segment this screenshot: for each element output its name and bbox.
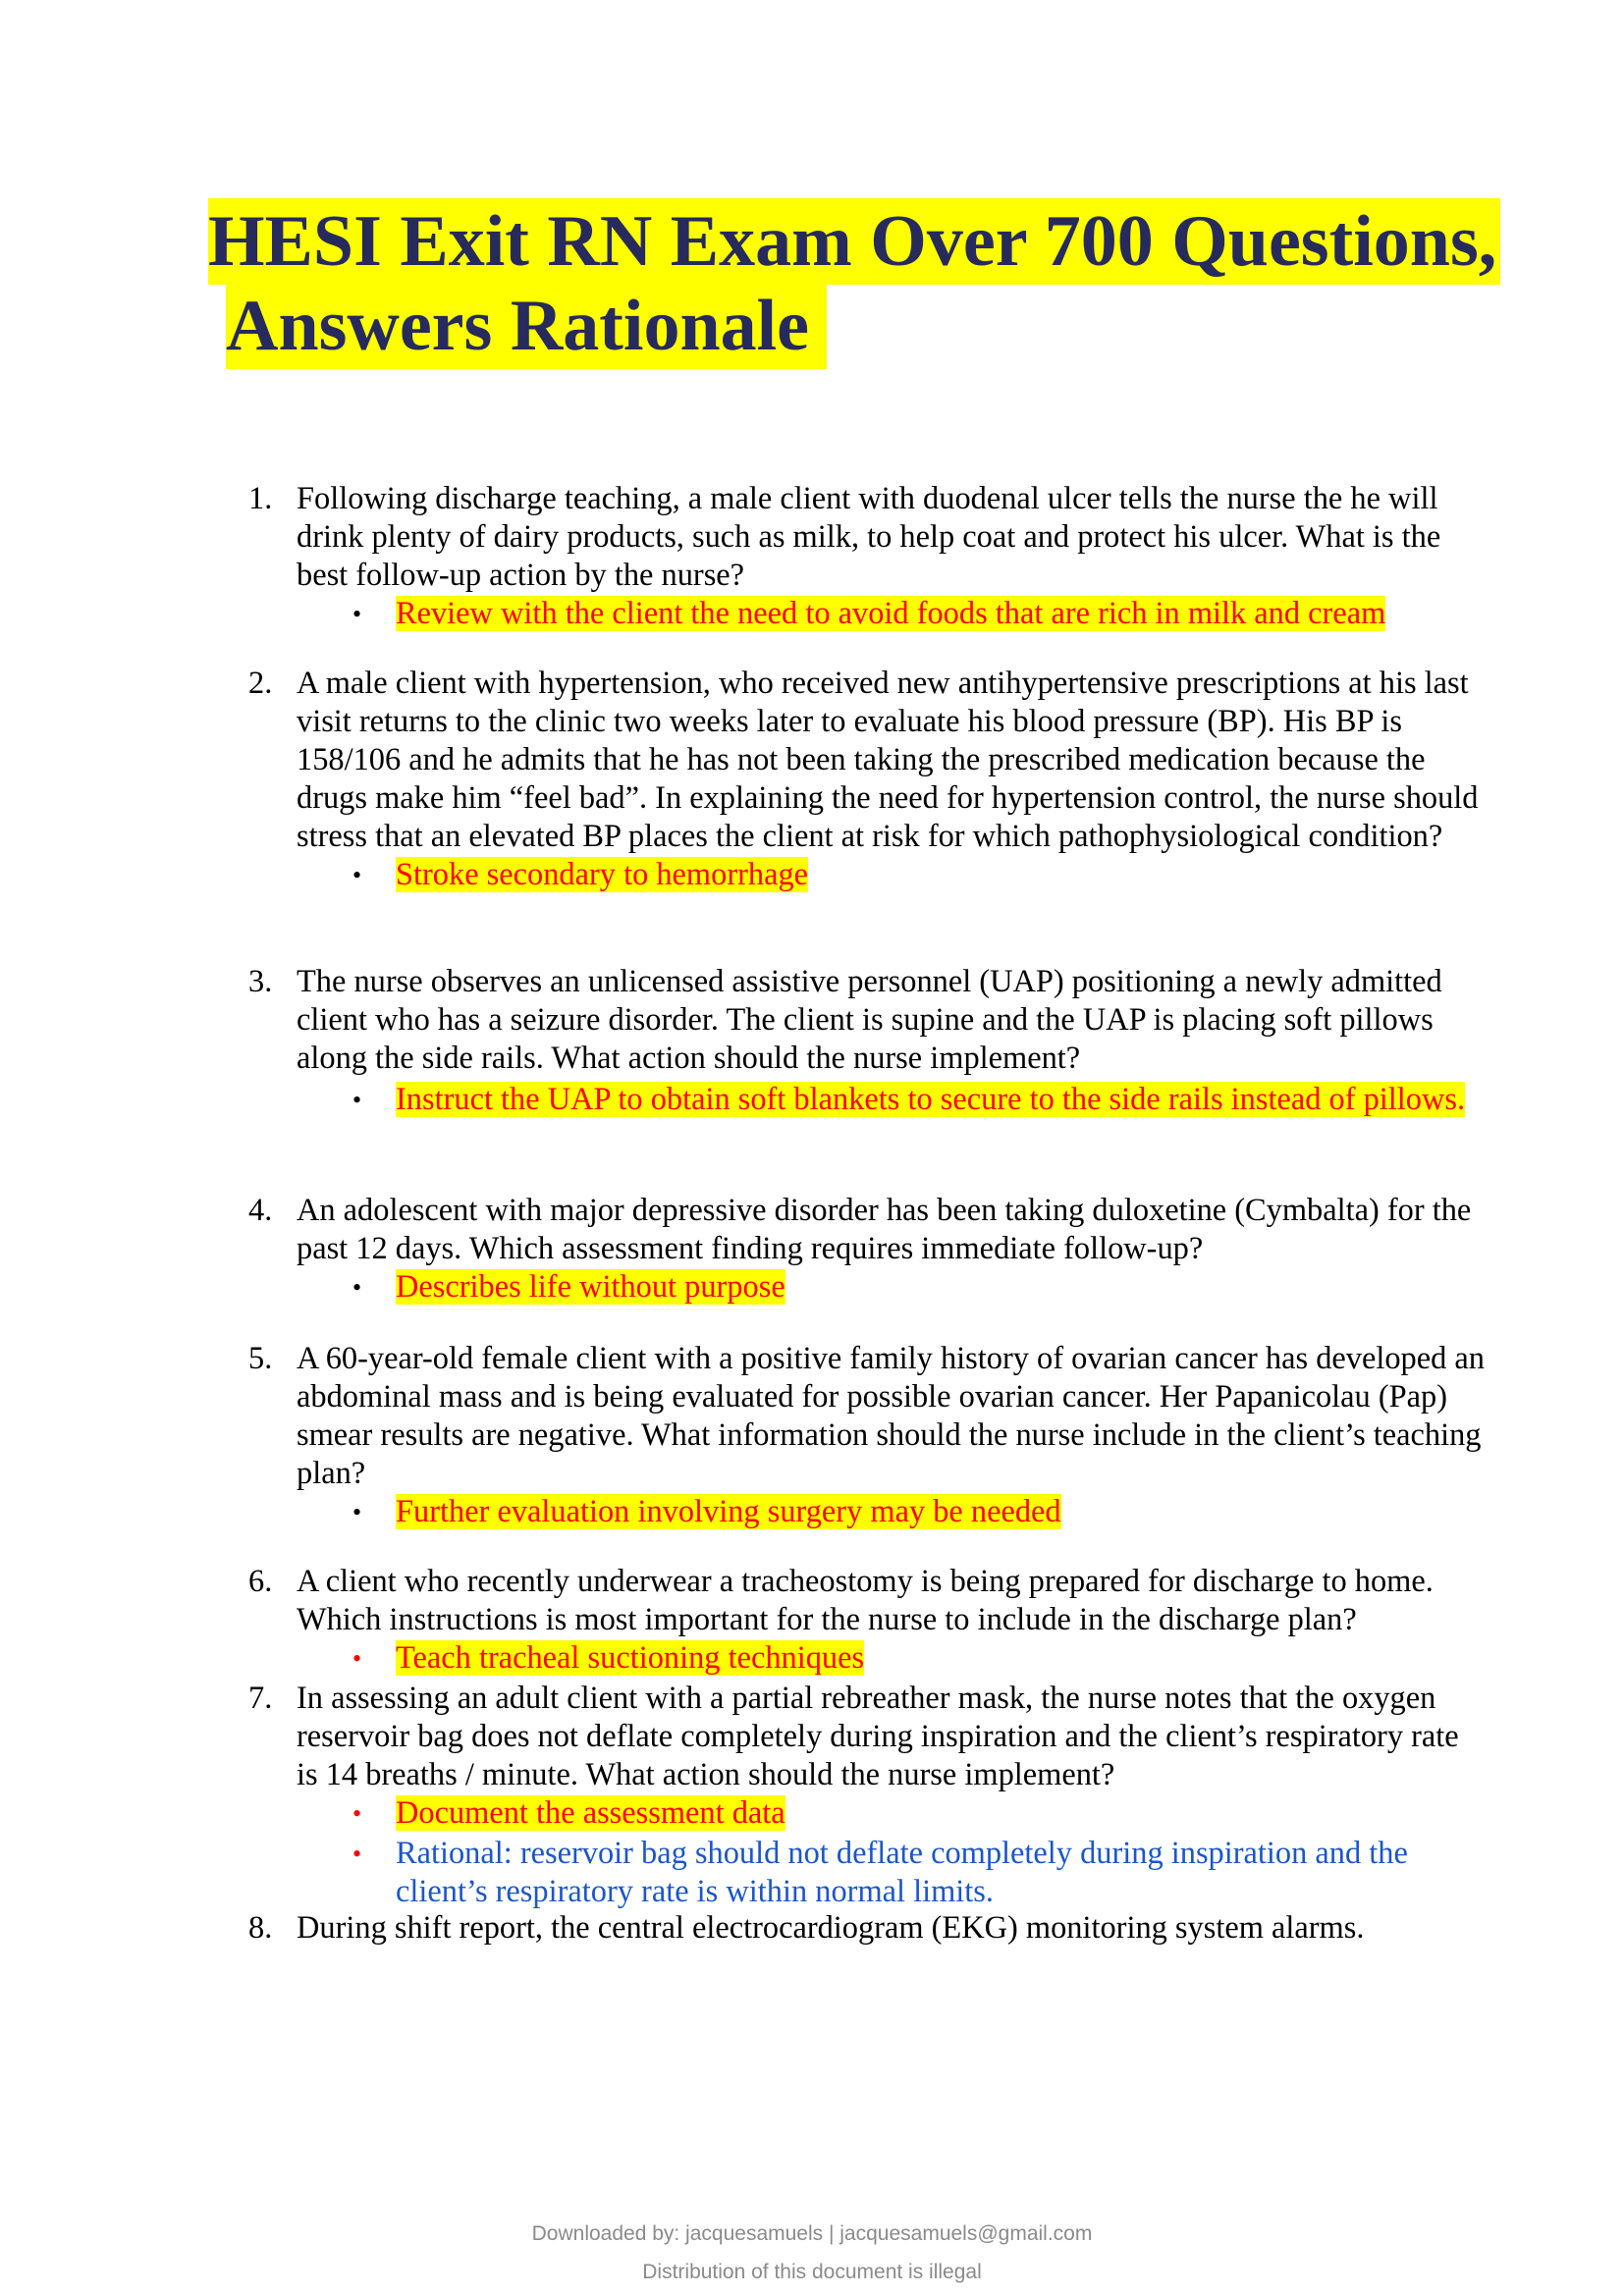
question-text: The nurse observes an unlicensed assistive personnel (UAP) positioning a newly admitted client who has a seizure disorder. The client is supine and the UAP is placing soft pillows along the side rails. What action should the nurse implement? bbox=[297, 964, 1442, 1076]
rationale-text: Rational: reservoir bag should not deflate completely during inspiration and the client’s respiratory rate is within normal limits. bbox=[396, 1836, 1408, 1909]
question-6 bbox=[248, 1563, 1488, 1678]
document-title-line-1: HESI Exit RN Exam Over 700 Questions, bbox=[208, 198, 1500, 285]
bullet-icon: • bbox=[352, 600, 362, 628]
bullet-icon: • bbox=[352, 1840, 362, 1868]
question-number: 5. bbox=[248, 1341, 273, 1376]
bullet-icon: • bbox=[352, 1799, 362, 1828]
question-text: A client who recently underwear a tracheostomy is being prepared for discharge to home. Which instructions is most important for the nurse to include in the discharge plan? bbox=[297, 1564, 1434, 1637]
bullet-icon: • bbox=[352, 861, 362, 889]
question-number: 8. bbox=[248, 1910, 273, 1946]
answer-text: Review with the client the need to avoid foods that are rich in milk and cream bbox=[396, 596, 1386, 631]
question-number: 1. bbox=[248, 481, 273, 516]
answer-text: Instruct the UAP to obtain soft blankets to secure to the side rails instead of pillows. bbox=[396, 1082, 1466, 1117]
question-text: Following discharge teaching, a male client with duodenal ulcer tells the nurse the he will drink plenty of dairy products, such as milk, to help coat and protect his ulcer. What is the best follow-up action by the nurse? bbox=[297, 481, 1441, 593]
question-text: During shift report, the central electrocardiogram (EKG) monitoring system alarms. bbox=[297, 1910, 1365, 1946]
question-number: 2. bbox=[248, 666, 273, 701]
question-3 bbox=[248, 963, 1488, 1122]
question-2 bbox=[248, 665, 1488, 894]
question-number: 7. bbox=[248, 1681, 273, 1716]
question-text: A male client with hypertension, who received new antihypertensive prescriptions at his last visit returns to the clinic two weeks later to evaluate his blood pressure (BP). His BP is 158/106 and he admits that he has not been taking the prescribed medication because the drugs make him “feel bad”. In explaining the need for hypertension control, the nurse should stress that an elevated BP places the client at risk for which pathophysiological condition? bbox=[297, 666, 1479, 854]
question-number: 6. bbox=[248, 1564, 273, 1599]
answer-text: Stroke secondary to hemorrhage bbox=[396, 857, 809, 892]
question-text: An adolescent with major depressive disorder has been taking duloxetine (Cymbalta) for the past 12 days. Which assessment finding requires immediate follow-up? bbox=[297, 1193, 1472, 1266]
question-5 bbox=[248, 1340, 1488, 1531]
answer-text: Document the assessment data bbox=[396, 1795, 785, 1831]
bullet-icon: • bbox=[352, 1273, 362, 1302]
bullet-icon: • bbox=[352, 1498, 362, 1526]
question-number: 4. bbox=[248, 1193, 273, 1228]
question-number: 3. bbox=[248, 964, 273, 999]
question-text: In assessing an adult client with a partial rebreather mask, the nurse notes that the oxygen reservoir bag does not deflate completely during inspiration and the client’s respiratory rate is 14 breaths / minute. What action should the nurse implement? bbox=[297, 1681, 1459, 1792]
bullet-icon: • bbox=[352, 1086, 362, 1114]
question-1 bbox=[248, 480, 1488, 633]
answer-text: Describes life without purpose bbox=[396, 1269, 785, 1305]
question-8 bbox=[248, 1909, 1488, 1948]
bullet-icon: • bbox=[352, 1644, 362, 1673]
question-4 bbox=[248, 1192, 1488, 1307]
footer-notice: Distribution of this document is illegal bbox=[642, 2261, 982, 2283]
answer-text: Further evaluation involving surgery may be needed bbox=[396, 1494, 1061, 1529]
document-title-line-2: Answers Rationale bbox=[226, 283, 827, 369]
answer-text: Teach tracheal suctioning techniques bbox=[396, 1640, 865, 1676]
question-7 bbox=[248, 1680, 1488, 1911]
footer-downloaded-by: Downloaded by: jacquesamuels | jacquesamuels@gmail.com bbox=[531, 2222, 1093, 2245]
question-text: A 60-year-old female client with a positive family history of ovarian cancer has developed an abdominal mass and is being evaluated for possible ovarian cancer. Her Papanicolau (Pap) smear results are negative. What information should the nurse include in the client’s teaching plan? bbox=[297, 1341, 1485, 1491]
